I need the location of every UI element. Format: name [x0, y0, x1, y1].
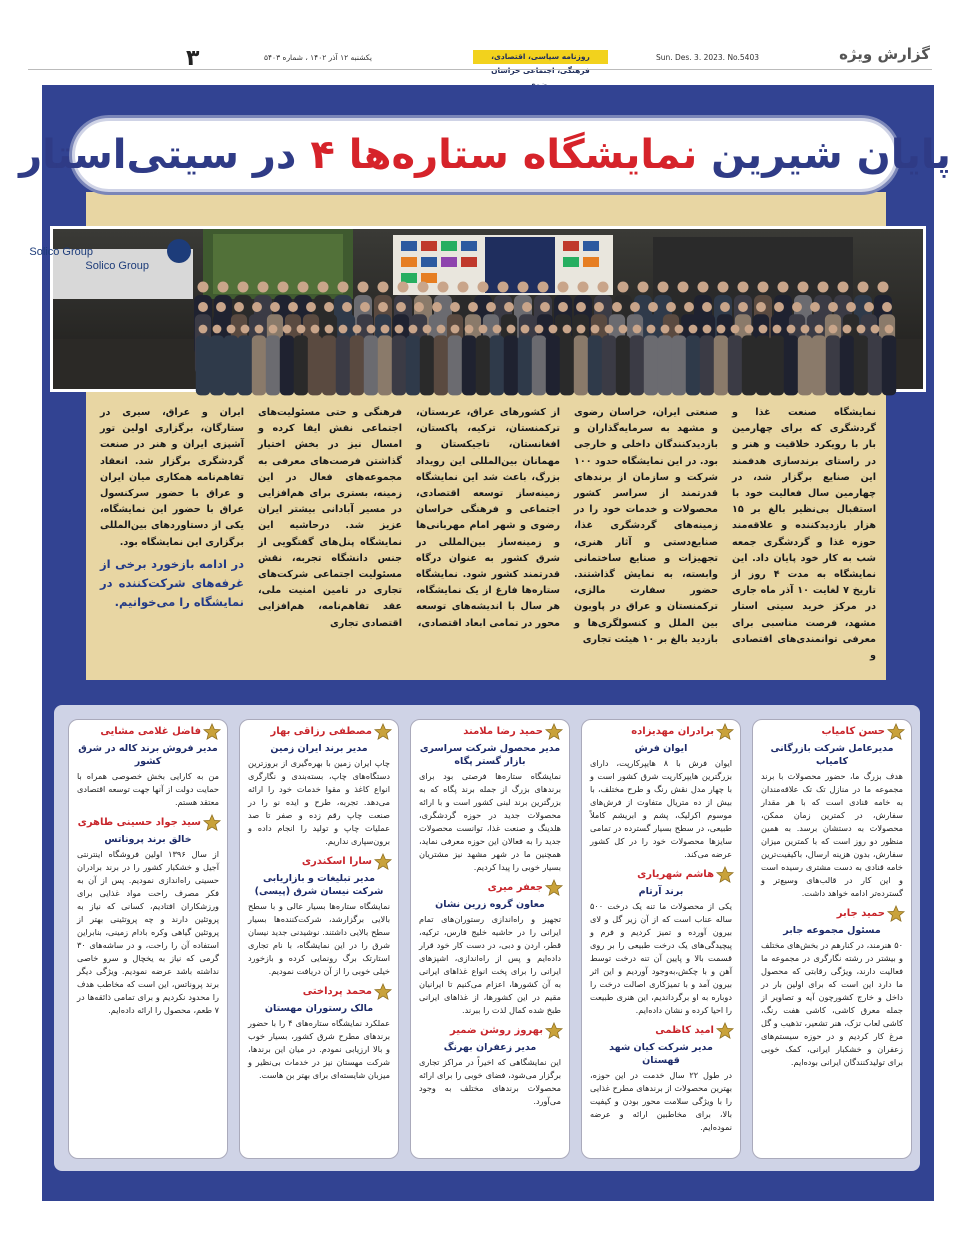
crowd-person-head	[522, 302, 532, 312]
crowd-person-body	[252, 335, 266, 395]
testimonial-entry	[590, 1025, 732, 1134]
crowd-person-head	[234, 302, 244, 312]
testimonial-name	[419, 726, 561, 742]
testimonial-text: در طول ۲۲ سال خدمت در این حوزه، بهترین محصولات از برندهای مطرح غذایی را با ویژگی سلامت محور بودن و کیفیت بالا، برای مخاطبین ارائه و عرضه نموده‌ایم.	[590, 1070, 732, 1132]
testimonial-entry	[761, 726, 903, 900]
crowd-person-body	[714, 335, 728, 395]
crowd-person-head	[395, 325, 404, 334]
crowd-person-head	[846, 302, 856, 312]
crowd-person-head	[325, 325, 334, 334]
testimonial-text: هدف بزرگ ما، حضور محصولات با برند مجموعه ما در منازل تک تک علاقه‌مندان به خامه قنادی است که با هر مقدار سفارش، در کمترین زمان ممکن، محصولات به دستشان برسد. به همین منظور دو روز است که با کمترین میزان سفارش، بدون هزینه ارسال، باکیفیت‌ترین خامه قنادی به دست مشتری رسیده است و این کار در قالب‌های وسیع‌تر و گسترده‌تر ادامه خواهد داشت.	[761, 771, 903, 898]
crowd-person-body	[378, 335, 392, 395]
crowd-person-head	[630, 302, 640, 312]
testimonial-name	[590, 869, 732, 885]
headline-part2: نمایشگاه ستاره‌ها ۴	[310, 132, 698, 178]
crowd-person-head	[269, 325, 278, 334]
crowd-person-head	[843, 325, 852, 334]
crowd-person-head	[576, 302, 586, 312]
testimonial-name-text: برادران مهدیزاده	[631, 726, 714, 737]
crowd-person-body	[266, 335, 280, 395]
crowd-person-head	[703, 325, 712, 334]
crowd-person-head	[535, 325, 544, 334]
crowd-person-head	[858, 282, 869, 293]
article-column-5-highlight: در ادامه بازخورد برخی از غرفه‌های شرکت‌کننده در نمایشگاه را می‌خوانیم.	[100, 556, 244, 609]
testimonial-name	[77, 817, 219, 833]
crowd-person-body	[476, 335, 490, 395]
crowd-person-head	[451, 325, 460, 334]
crowd-person-head	[818, 282, 829, 293]
crowd-person-body	[406, 335, 420, 395]
star-icon	[887, 723, 905, 741]
crowd-person-head	[773, 325, 782, 334]
crowd-person-head	[717, 325, 726, 334]
testimonial-name	[419, 1025, 561, 1041]
crowd-person-head	[378, 282, 389, 293]
crowd-person-body	[574, 335, 588, 395]
crowd-person-head	[558, 302, 568, 312]
article-column-5-text: ایران و عراق، سیری در ستارگان، برگزاری اولین تور آشپزی ایران و هنر در صنعت گردشگری برگزار شد. انعقاد تفاهم‌نامه همکاری میان ایران و عراق با حضور سرکنسول عراق با حضور این نمایشگاه، یکی از دستاوردهای بین‌المللی برگزاری این نمایشگاه بود.	[100, 407, 244, 548]
testimonial-role: مسئول مجموعه جابر	[783, 925, 881, 936]
crowd-person-head	[270, 302, 280, 312]
crowd-person-body	[854, 335, 868, 395]
testimonial-entry	[77, 817, 219, 1017]
article-column-5	[100, 405, 244, 660]
testimonial-text: عملکرد نمایشگاه ستاره‌های ۴ را با حضور برندهای مطرح شرق کشور، بسیار خوب و بالا ارزیابی نمودم. در میان این برندها، شرکت مهستان نیز در خدمات بی‌نظیر و میزبان شایسته‌ای برای بهتر بن هاست.	[248, 1018, 390, 1080]
crowd-person-head	[647, 325, 656, 334]
crowd-person-head	[493, 325, 502, 334]
crowd-person-head	[882, 302, 892, 312]
header-date-fa: یکشنبه ۱۲ آذر ۱۴۰۲ ، شماره ۵۴۰۳	[264, 52, 373, 62]
crowd-person-head	[432, 302, 442, 312]
crowd-person-body	[434, 335, 448, 395]
photo-sign-2: Solico Group	[85, 260, 149, 272]
testimonial-name	[248, 726, 390, 742]
crowd-person-head	[418, 282, 429, 293]
crowd-person-head	[675, 325, 684, 334]
testimonial-entry	[248, 726, 390, 848]
crowd-person-body	[784, 335, 798, 395]
testimonial-name	[761, 726, 903, 742]
crowd-person-body	[364, 335, 378, 395]
crowd-person-body	[672, 335, 686, 395]
testimonial-name	[419, 882, 561, 898]
testimonial-name	[590, 726, 732, 742]
star-icon	[374, 983, 392, 1001]
crowd-person-head	[288, 302, 298, 312]
crowd-person-head	[558, 282, 569, 293]
crowd-person-head	[787, 325, 796, 334]
testimonial-name-text: سارا اسکندری	[301, 856, 372, 867]
crowd-person-head	[798, 282, 809, 293]
crowd-person-head	[801, 325, 810, 334]
crowd-person-head	[297, 325, 306, 334]
testimonial-entry	[761, 908, 903, 1069]
crowd-person-head	[227, 325, 236, 334]
crowd-person-head	[618, 282, 629, 293]
testimonial-role: برند آرتام	[638, 886, 684, 897]
crowd-person-body	[756, 335, 770, 395]
crowd-person-head	[666, 302, 676, 312]
crowd-person-body	[798, 335, 812, 395]
crowd-person-body	[308, 335, 322, 395]
star-icon	[545, 1022, 563, 1040]
testimonial-card-1	[752, 719, 912, 1159]
testimonial-name-text: حمید رضا ملامند	[463, 726, 543, 737]
crowd-person-body	[196, 335, 210, 395]
crowd-person-body	[616, 335, 630, 395]
crowd-person-head	[255, 325, 264, 334]
testimonial-text: نمایشگاه ستاره‌ها فرصتی بود برای برندهای بزرگ از جمله برند پگاه که به بزرگترین برند لبنی کشور است و با ارائه محصولات جدید در حوزه گردشگری، هلدینگ و صنعت غذا، توانست محصولات جدید را به فعالان این حوزه معرفی نماید، همچنین ما در شهر مشهد نیز مشتریان بسیار خوبی را پیدا کردیم.	[419, 771, 561, 872]
crowd-person-head	[661, 325, 670, 334]
testimonial-text: تجهیز و راه‌اندازی رستوران‌های تمام ایرانی را در حاشیه خلیج فارس، ترکیه، قطر، اردن و دبی، در دست کار خود قرار داده‌ایم و پس از راه‌اندازی، اشپزهای ایرانی را برای پخت انواع غذاهای ایرانی به آن کشورها، اعزام می‌کنیم تا ایرانیان مقیم در این کشورها، از غذاهای ایرانی طبخ شده کمال لذت را ببرند.	[419, 914, 561, 1015]
crowd-person-head	[885, 325, 894, 334]
testimonial-card-3	[410, 719, 570, 1159]
star-icon	[716, 723, 734, 741]
crowd-person-head	[486, 302, 496, 312]
page-number: ۳	[186, 46, 200, 71]
crowd-person-head	[378, 302, 388, 312]
crowd-person-head	[238, 282, 249, 293]
crowd-person-body	[336, 335, 350, 395]
crowd-person-head	[756, 302, 766, 312]
star-icon	[545, 723, 563, 741]
crowd-person-head	[199, 325, 208, 334]
crowd-person-head	[738, 282, 749, 293]
crowd-person-head	[619, 325, 628, 334]
crowd-person-head	[358, 282, 369, 293]
crowd-person-head	[718, 282, 729, 293]
crowd-person-body	[658, 335, 672, 395]
crowd-person-head	[414, 302, 424, 312]
testimonial-entry	[590, 726, 732, 861]
crowd-person-body	[812, 335, 826, 395]
crowd-person-head	[458, 282, 469, 293]
crowd-person-head	[594, 302, 604, 312]
crowd-person-head	[605, 325, 614, 334]
crowd-person-body	[322, 335, 336, 395]
crowd-person-head	[838, 282, 849, 293]
crowd-person-head	[338, 282, 349, 293]
crowd-person-body	[392, 335, 406, 395]
testimonial-role: خالق برند پروناتس	[104, 834, 192, 845]
crowd-person-head	[360, 302, 370, 312]
crowd-person-head	[828, 302, 838, 312]
crowd-person-head	[638, 282, 649, 293]
crowd-person-head	[198, 282, 209, 293]
crowd-person-head	[591, 325, 600, 334]
crowd-person-body	[350, 335, 364, 395]
crowd-person-head	[252, 302, 262, 312]
testimonial-name-text: بهروز روشن ضمیر	[450, 1025, 543, 1036]
crowd-person-head	[298, 282, 309, 293]
crowd-person-body	[210, 335, 224, 395]
group-photo-illustration	[29, 229, 923, 389]
testimonial-text: نمایشگاه ستاره‌ها بسیار عالی و با سطح بالایی برگزارشد، شرکت‌کننده‌ها بسیار سطح بالایی داشتند. نوشیدنی جدید نیسان شرق را در این نمایشگاه، با نام تجاری استارتک برگ رونمایی کرده و بازخورد خیلی خوبی را از آن دریافت نمودیم.	[248, 901, 390, 976]
testimonial-name	[590, 1025, 732, 1041]
crowd-person-head	[857, 325, 866, 334]
testimonials-panel	[54, 705, 920, 1171]
star-icon	[887, 905, 905, 923]
testimonial-name	[248, 856, 390, 872]
testimonial-name-text: هاشم شهریاری	[637, 869, 714, 880]
crowd-person-body	[602, 335, 616, 395]
header-date-en: Sun. Des. 3. 2023. No.5403	[655, 52, 759, 62]
testimonial-name-text: فاضل غلامی مشایی	[100, 726, 201, 737]
crowd-person-head	[518, 282, 529, 293]
crowd-person-head	[396, 302, 406, 312]
star-icon	[716, 1022, 734, 1040]
crowd-person-head	[381, 325, 390, 334]
crowd-person-body	[840, 335, 854, 395]
crowd-person-head	[702, 302, 712, 312]
article-column-4: فرهنگی و حتی مسئولیت‌های اجتماعی نقش ایفا کرده و امسال نیز در بخش اختیار گذاشتن فرصت‌های معرفی به مجموعه‌های فعال در این زمینه، بستری برای هم‌افزایی در مسیر آبادانی بیشتر ایران عزیز شد. درحاشیه این نمایشگاه پنل‌های گفتگویی از جنس دانشگاه تجربه، نقش مسئولیت اجتماعی شرکت‌های تجاری در تامین امنیت ملی، عقد تفاهم‌نامه، هم‌افزایی اقتصادی تجاری	[258, 407, 402, 629]
footer-bar	[42, 1197, 934, 1201]
star-icon	[716, 866, 734, 884]
crowd	[194, 282, 896, 396]
testimonial-role: مدیر فروش برند کاله در شرق کشور	[78, 743, 218, 767]
crowd-person-head	[678, 282, 689, 293]
crowd-person-head	[437, 325, 446, 334]
crowd-person-body	[504, 335, 518, 395]
crowd-person-body	[644, 335, 658, 395]
crowd-person-head	[648, 302, 658, 312]
testimonial-text: چاپ ایران زمین با بهره‌گیری از بروزترین دستگاه‌های چاپ، بسته‌بندی و نگارگری انواع کاغذ و مقوا خدمات خود را ارائه می‌دهد. تجربه، طرح و ایده نو را در صنعت چاپ رقم زده و صفر تا صد عملیات چاپ و تولید را انجام داده و برون‌سپاری نداریم.	[248, 758, 390, 846]
testimonial-name	[77, 726, 219, 742]
crowd-person-head	[398, 282, 409, 293]
crowd-person-head	[829, 325, 838, 334]
crowd-person-head	[540, 302, 550, 312]
crowd-person-head	[778, 282, 789, 293]
crowd-person-head	[438, 282, 449, 293]
crowd-person-head	[731, 325, 740, 334]
crowd-person-head	[324, 302, 334, 312]
crowd-person-head	[450, 302, 460, 312]
testimonial-entry	[248, 986, 390, 1082]
header-divider	[28, 69, 932, 70]
headline-banner	[19, 118, 951, 192]
crowd-person-body	[882, 335, 896, 395]
testimonial-text: این نمایشگاهی که اخیراً در مراکز تجاری برگزار می‌شود، فضای خوبی را برای ارائه محصولات برندهای مختلف به وجود می‌آورد.	[419, 1057, 561, 1106]
crowd-person-head	[738, 302, 748, 312]
crowd-person-body	[728, 335, 742, 395]
crowd-person-head	[633, 325, 642, 334]
crowd-person-head	[468, 302, 478, 312]
crowd-person-body	[826, 335, 840, 395]
testimonial-entry	[419, 882, 561, 1017]
crowd-person-head	[306, 302, 316, 312]
crowd-person-head	[658, 282, 669, 293]
testimonial-name-text: جعفر میری	[487, 882, 543, 893]
testimonial-role: مدیر محصول شرکت سراسری بازار گستر پگاه	[419, 743, 561, 767]
crowd-person-head	[498, 282, 509, 293]
testimonial-role: مدیر برند ایران زمین	[270, 743, 368, 754]
testimonial-name-text: حسن کامیاب	[821, 726, 885, 737]
testimonial-name-text: محمد پرداختی	[302, 986, 372, 997]
crowd-person-body	[294, 335, 308, 395]
crowd-person-head	[759, 325, 768, 334]
crowd-person-head	[504, 302, 514, 312]
crowd-person-head	[689, 325, 698, 334]
crowd-person-head	[521, 325, 530, 334]
crowd-person-body	[462, 335, 476, 395]
crowd-person-body	[588, 335, 602, 395]
crowd-person-body	[560, 335, 574, 395]
crowd-person-head	[878, 282, 889, 293]
testimonial-text: از سال ۱۳۹۶ اولین فروشگاه اینترنتی آجیل و خشکبار کشور را در برند برادران حسینی راه‌اندازی نمودیم. پس از آن به فکر مصرف راحت مواد غذایی برای ورزشکاران افتادیم، کسانی که نیاز به پروتئین دارند و چه پروتئینی بهتر از پروتئین گیاهی وکره بادام زمینی، بنابراین استفاده آن را راحت، و در ساشه‌های ۳۰ گرمی که نیاز به یخچال و سرو خاصی نداشته باشد عرضه نمودیم. ویژگی دیگر برند پروناتس، این است که مخاطب هدف را محدود نکردیم و برای تمامی ذائقه‌ها در ۷ طعم، محصول را ارائه داده‌ایم.	[77, 849, 219, 1015]
article-column-2: صنعتی ایران، خراسان رضوی و مشهد به سرمایه‌گذاران و بازدیدکنندگان داخلی و خارجی بود. در این نمایشگاه حدود ۱۰۰ شرکت و سازمان از برندهای قدرتمند از سراسر کشور محصولات و خدمات خود را در زمینه‌های گردشگری غذا، صنایع‌دستی و آثار هنری، تجهیزات و صنایع ساختمانی وابسته، به نمایش گذاشتند. حضور سفارت مالزی، ترکمنستان و عراق در پاویون بین الملل و کنسولگری‌ها و بازدید بالغ بر ۱۰ هیئت تجاری	[574, 407, 718, 645]
star-icon	[203, 814, 221, 832]
header-info-bar	[258, 50, 763, 75]
crowd-person-head	[198, 302, 208, 312]
testimonial-card-2	[581, 719, 741, 1159]
crowd-person-body	[770, 335, 784, 395]
testimonial-text: ۵۰ هنرمند، در کنارهم در بخش‌های مختلف و بیشتر در رشته نگارگری در مجموعه ما فعالیت دارند، ویژگی رقابتی که محصول ما دارد این است که برای اولین بار در داخل و خارج کشورچون آیه و تصاویر از جمله معرق کاشی، کاشی هفت رنگ، کاشی لعاب تزک، هنر تشعیر، تذهیب و گل مرغ کار کردیم و در حوزه سیستم‌های زعفران و خشکبار ایرانی، کمک خوبی برای تولیدکنندگان ایرانی بوده‌ایم.	[761, 940, 903, 1067]
star-icon	[203, 723, 221, 741]
crowd-person-head	[216, 302, 226, 312]
crowd-person-body	[238, 335, 252, 395]
crowd-person-head	[342, 302, 352, 312]
crowd-person-head	[258, 282, 269, 293]
headline	[19, 132, 951, 178]
crowd-person-head	[774, 302, 784, 312]
crowd-person-head	[792, 302, 802, 312]
star-icon	[374, 723, 392, 741]
section-title: گزارش ویژه	[839, 45, 930, 63]
crowd-person-head	[367, 325, 376, 334]
testimonial-role: مدیر زعفران بهرنگ	[443, 1042, 537, 1053]
photo-sign-1: Solico Group	[29, 246, 93, 258]
testimonial-card-5	[68, 719, 228, 1159]
crowd-person-head	[871, 325, 880, 334]
crowd-person-head	[423, 325, 432, 334]
testimonial-text: من به کارایی بخش خصوصی همراه با حمایت دولت از آنها جهت توسعه اقتصادی معتقد هستم.	[77, 771, 219, 807]
crowd-person-body	[224, 335, 238, 395]
crowd-person-head	[549, 325, 558, 334]
crowd-person-body	[546, 335, 560, 395]
crowd-person-head	[745, 325, 754, 334]
testimonial-name-text: سید جواد حسینی طاهری	[77, 817, 201, 828]
crowd-person-body	[868, 335, 882, 395]
crowd-person-body	[742, 335, 756, 395]
crowd-person-head	[218, 282, 229, 293]
crowd-person-body	[686, 335, 700, 395]
article-column-1: نمایشگاه صنعت غذا و گردشگری که برای چهارمین بار با رویکرد خلاقیت و هنر و در راستای برندسازی هدفمند این صنایع برگزار شد، در چهارمین سال فعالیت خود با استقبال بی‌نظیر بالغ بر ۱۵ هزار بازدیدکننده و علاقه‌مند حوزه غذا و گردشگری جمعه شب به کار خود پایان داد. این نمایشگاه به مدت ۴ روز از تاریخ ۷ لغایت ۱۰ آذر ماه جاری در مرکز خرید سیتی استار مشهد، فرصت مناسبی برای معرفی توانمندی‌های اقتصادی و	[732, 407, 877, 662]
testimonial-name	[761, 908, 903, 924]
crowd-person-head	[353, 325, 362, 334]
crowd-person-head	[283, 325, 292, 334]
testimonial-entry	[419, 1025, 561, 1108]
crowd-person-head	[720, 302, 730, 312]
testimonial-entry	[419, 726, 561, 874]
crowd-person-head	[864, 302, 874, 312]
testimonial-text: ایوان فرش با ۸ هایپرکارپت، دارای بزرگترین هایپرکارپت شرق کشور است و با چهار مدل نقش رنگ و طرح مختلف، با بیش از ده متریال متفاوت از فرش‌های موسوم اکرلیک، پشم و ابریشم کاملاً طبیعی، در سطح بسیار گسترده در تمامی سایزها محصولات خود را در کل کشور عرضه می‌کند.	[590, 758, 733, 859]
crowd-person-head	[598, 282, 609, 293]
testimonial-role: ایوان فرش	[634, 743, 688, 754]
testimonial-name	[248, 986, 390, 1002]
testimonial-role: مالک رستوران مهستان	[264, 1003, 374, 1014]
crowd-person-head	[538, 282, 549, 293]
testimonial-card-4	[239, 719, 399, 1159]
crowd-person-head	[758, 282, 769, 293]
crowd-person-head	[612, 302, 622, 312]
article-column-3: از کشورهای عراق، عربستان، ترکمنستان، ترکیه، پاکستان، افغانستان، تاجیکستان و مهمانان بین‌المللی این رویداد بزرگ، باعث شد این نمایشگاه زمینه‌ساز توسعه اقتصادی، اجتماعی و فرهنگی خراسان رضوی و شهر امام مهربانی‌ها و زمینه‌ساز بین‌المللی در شرق کشور به عنوان درگاه قدرتمند کشور شود. نمایشگاه ستاره‌ها فارغ از یک نمایشگاه، هر سال با اندیشه‌های توسعه محور در تمامی ابعاد اقتصادی،	[416, 407, 560, 629]
page-header	[0, 0, 960, 78]
crowd-person-head	[478, 282, 489, 293]
star-icon	[374, 853, 392, 871]
crowd-person-head	[479, 325, 488, 334]
crowd-person-head	[278, 282, 289, 293]
crowd-person-head	[318, 282, 329, 293]
headline-part1: پایان شیرین	[711, 132, 951, 178]
crowd-person-body	[420, 335, 434, 395]
testimonial-text: یکی از محصولات ما تنه یک درخت ۵۰۰ ساله عناب است که از آن زیر گل و لای بیرون آورده و تمیز کردیم و فرم و پیچیدگی‌های یک درخت طبیعی را بر روی قسمت بالا و پایین آن تنه درخت توسط آهن و با چکش،به‌وجود آوردیم و این اثر بیرون آمد و با تمیزکاری اصالت درخت را دوباره به او برگرداندیم، این هنری طبیعت را احیا کرده و نشان داده‌ایم.	[590, 901, 732, 1015]
crowd-person-head	[409, 325, 418, 334]
crowd-person-body	[532, 335, 546, 395]
crowd-person-head	[698, 282, 709, 293]
crowd-person-body	[448, 335, 462, 395]
crowd-person-body	[280, 335, 294, 395]
crowd-person-head	[563, 325, 572, 334]
testimonial-entry	[248, 856, 390, 978]
crowd-person-head	[465, 325, 474, 334]
testimonial-role: مدیر شرکت کیان شهد قهستان	[609, 1042, 713, 1066]
crowd-person-body	[490, 335, 504, 395]
testimonial-name-text: حمید جابر	[836, 908, 885, 919]
crowd-person-head	[578, 282, 589, 293]
crowd-person-head	[311, 325, 320, 334]
crowd-person-head	[684, 302, 694, 312]
headline-part3: در سیتی‌استار	[19, 132, 297, 178]
testimonial-role: مدیر تبلیغات و بازاریابی شرکت نیسان شرق (پیسی)	[254, 873, 384, 897]
testimonial-name-text: مصطفی رزاقی بهار	[270, 726, 372, 737]
crowd-person-body	[700, 335, 714, 395]
star-icon	[545, 879, 563, 897]
crowd-person-head	[213, 325, 222, 334]
crowd-person-body	[630, 335, 644, 395]
crowd-person-head	[241, 325, 250, 334]
testimonial-entry	[77, 726, 219, 809]
testimonial-role: معاون گروه زرین نشان	[435, 899, 545, 910]
testimonial-entry	[590, 869, 732, 1017]
crowd-person-head	[815, 325, 824, 334]
article-body	[100, 405, 876, 660]
header-publisher: روزنامه سیاسی، اقتصادی، فرهنگی، اجتماعی خراسان	[473, 50, 608, 64]
group-photo	[29, 226, 926, 392]
testimonial-role: مدیرعامل شرکت بازرگانی کامیاب	[770, 743, 894, 767]
crowd-person-head	[507, 325, 516, 334]
crowd-person-head	[339, 325, 348, 334]
crowd-person-head	[810, 302, 820, 312]
crowd-person-head	[577, 325, 586, 334]
crowd-person-body	[518, 335, 532, 395]
testimonial-name-text: امید کاظمی	[655, 1025, 714, 1036]
